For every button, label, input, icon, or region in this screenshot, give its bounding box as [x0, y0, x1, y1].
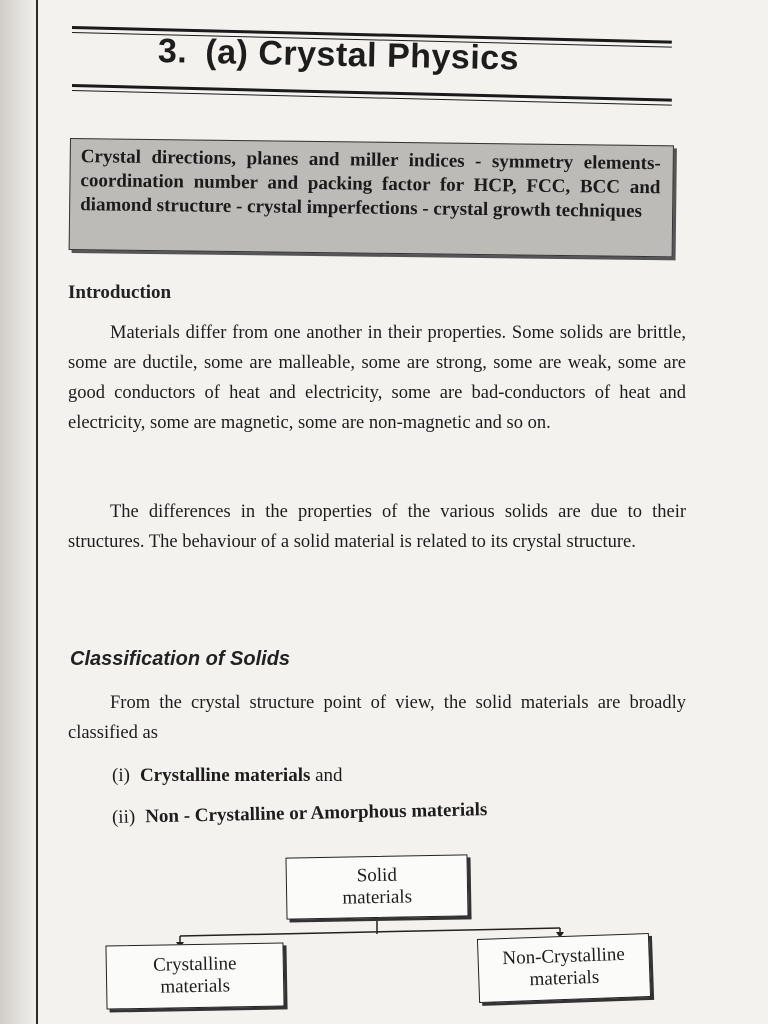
diagram-box-line: Solid: [356, 864, 398, 887]
list-item-suffix: and: [315, 765, 343, 786]
chapter-title: [158, 32, 520, 79]
classification-heading: Classification of Solids: [70, 648, 291, 670]
chapter-number: 3.: [157, 32, 188, 71]
list-item-label: Non - Crystalline or Amorphous materials: [144, 799, 488, 828]
connector-horizontal: [180, 928, 560, 936]
diagram-box-line: materials: [529, 966, 600, 991]
diagram-box-line: materials: [342, 886, 413, 909]
list-item-label: Crystalline materials: [139, 765, 311, 786]
list-item-non-crystalline: [112, 799, 488, 829]
diagram-box-solid-materials: [285, 854, 468, 919]
classification-paragraph: From the crystal structure point of view, the solid materials are broadly classified as: [68, 693, 686, 743]
list-item-crystalline: [112, 765, 343, 787]
list-item-marker: (i): [112, 765, 130, 786]
diagram-box-line: Non-Crystalline: [502, 943, 626, 970]
diagram-box-line: materials: [160, 975, 231, 998]
introduction-paragraph-2: The differences in the properties of the various solids are due to their structures. The behaviour of a solid material is related to its crystal structure.: [68, 502, 686, 552]
introduction-heading: Introduction: [68, 282, 172, 303]
chapter-title-text: (a) Crystal Physics: [204, 32, 520, 78]
diagram-box-non-crystalline-materials: [477, 933, 651, 1003]
page-binding-edge: [0, 0, 40, 1024]
classification-diagram: [90, 848, 690, 1018]
diagram-box-line: Crystalline: [152, 953, 237, 976]
list-item-marker: (ii): [111, 806, 136, 828]
chapter-summary-text: Crystal directions, planes and miller indices - symmetry elements-coordination number and packing factor for HCP, FCC, BCC and diamond structure - crystal imperfections - crystal growth techniques: [80, 146, 661, 222]
chapter-summary-box: [69, 138, 674, 257]
diagram-box-crystalline-materials: [105, 942, 284, 1009]
introduction-paragraph-1: Materials differ from one another in their properties. Some solids are brittle, some are ductile, some are malleable, some are strong, some are weak, some are good conductors of heat and electricity, some are bad-conductors of heat and electricity, some are magnetic, some are non-magnetic and so on.: [68, 323, 686, 433]
